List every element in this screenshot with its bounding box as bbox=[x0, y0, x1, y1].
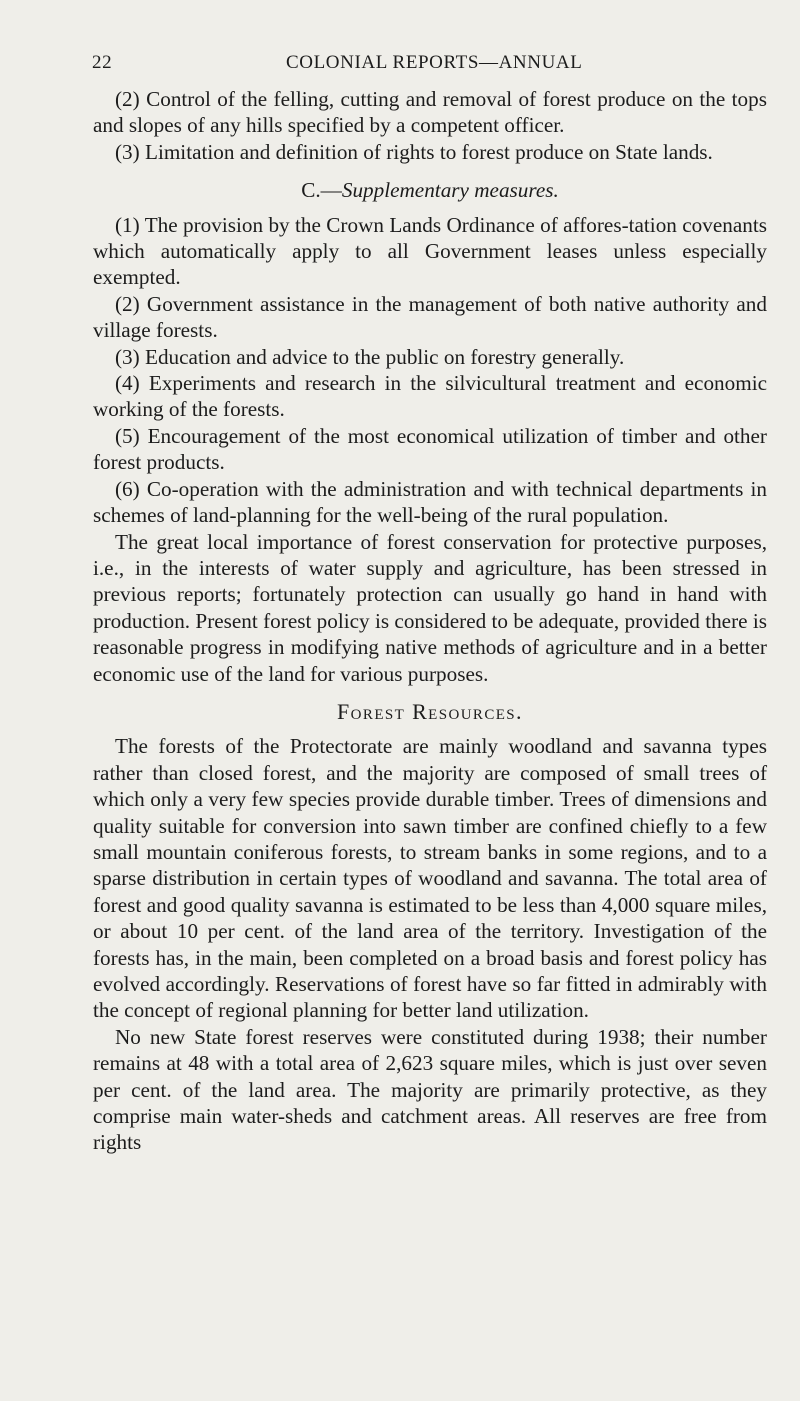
section-heading-supplementary bbox=[93, 165, 767, 211]
paragraph-forests-protectorate: The forests of the Protectorate are mainly woodland and savanna types rather than closed forest, and the majority are composed of small trees of which only a very few species provide durable timber. Trees of dimensions and quality suitable for conversion into sawn timber are confined chiefly to a few small mountain coniferous forests, to stream banks in some regions, and to a sparse distribution in certain types of woodland and savanna. The total area of forest and good quality savanna is estimated to be less than 4,000 square miles, or about 10 per cent. of the land area of the territory. Investigation of the forests has, in the main, been completed on a broad basis and forest policy has evolved accordingly. Reservations of forest have so far fitted in admirably with the concept of regional planning for better land utilization. bbox=[93, 734, 767, 1023]
paragraph-co-operation: (6) Co-operation with the administration and with technical departments in schemes of land-planning for the well-being of the rural population. bbox=[93, 476, 767, 528]
paragraph-control-felling: (2) Control of the felling, cutting and removal of forest produce on the tops and slopes of any hills specified by a competent officer. bbox=[93, 87, 767, 138]
paragraph-experiments: (4) Experiments and research in the silvicultural treatment and economic working of the forests. bbox=[93, 371, 767, 422]
running-head: COLONIAL REPORTS—ANNUAL bbox=[286, 52, 583, 73]
section-heading-prefix: C.— bbox=[301, 178, 342, 203]
section-heading-forest-resources: Forest Resources. bbox=[337, 698, 523, 724]
page-header bbox=[0, 52, 800, 88]
paragraph-education: (3) Education and advice to the public on forestry generally. bbox=[115, 344, 625, 369]
paragraph-government-assistance: (2) Government assistance in the management of both native authority and village forests. bbox=[93, 291, 767, 343]
section-heading-title: Supplementary measures. bbox=[341, 178, 559, 203]
paragraph-conservation: The great local importance of forest conservation for protective purposes, i.e., in the interests of water supply and agriculture, has been stressed in previous reports; fortunately protection can usually go hand in hand with production. Present forest policy is considered to be adequate, provided there is reasonable progress in modifying native methods of agriculture and in a better economic use of the land for various purposes. bbox=[93, 529, 767, 686]
paragraph-crown-lands: (1) The provision by the Crown Lands Ordinance of affores-tation covenants which automatically apply to all Government leases unless especially exempted. bbox=[93, 212, 767, 290]
paragraph-limitation-rights: (3) Limitation and definition of rights to forest produce on State lands. bbox=[115, 139, 713, 164]
paragraph-encouragement: (5) Encouragement of the most economical utilization of timber and other forest products. bbox=[93, 423, 767, 475]
paragraph-state-reserves: No new State forest reserves were constituted during 1938; their number remains at 48 with a total area of 2,623 square miles, which is just over seven per cent. of the land area. The majority are primarily protective, as they comprise main water-sheds and catchment areas. All reserves are free from rights bbox=[93, 1024, 767, 1155]
body-text bbox=[93, 86, 767, 1156]
page-number: 22 bbox=[92, 52, 113, 73]
